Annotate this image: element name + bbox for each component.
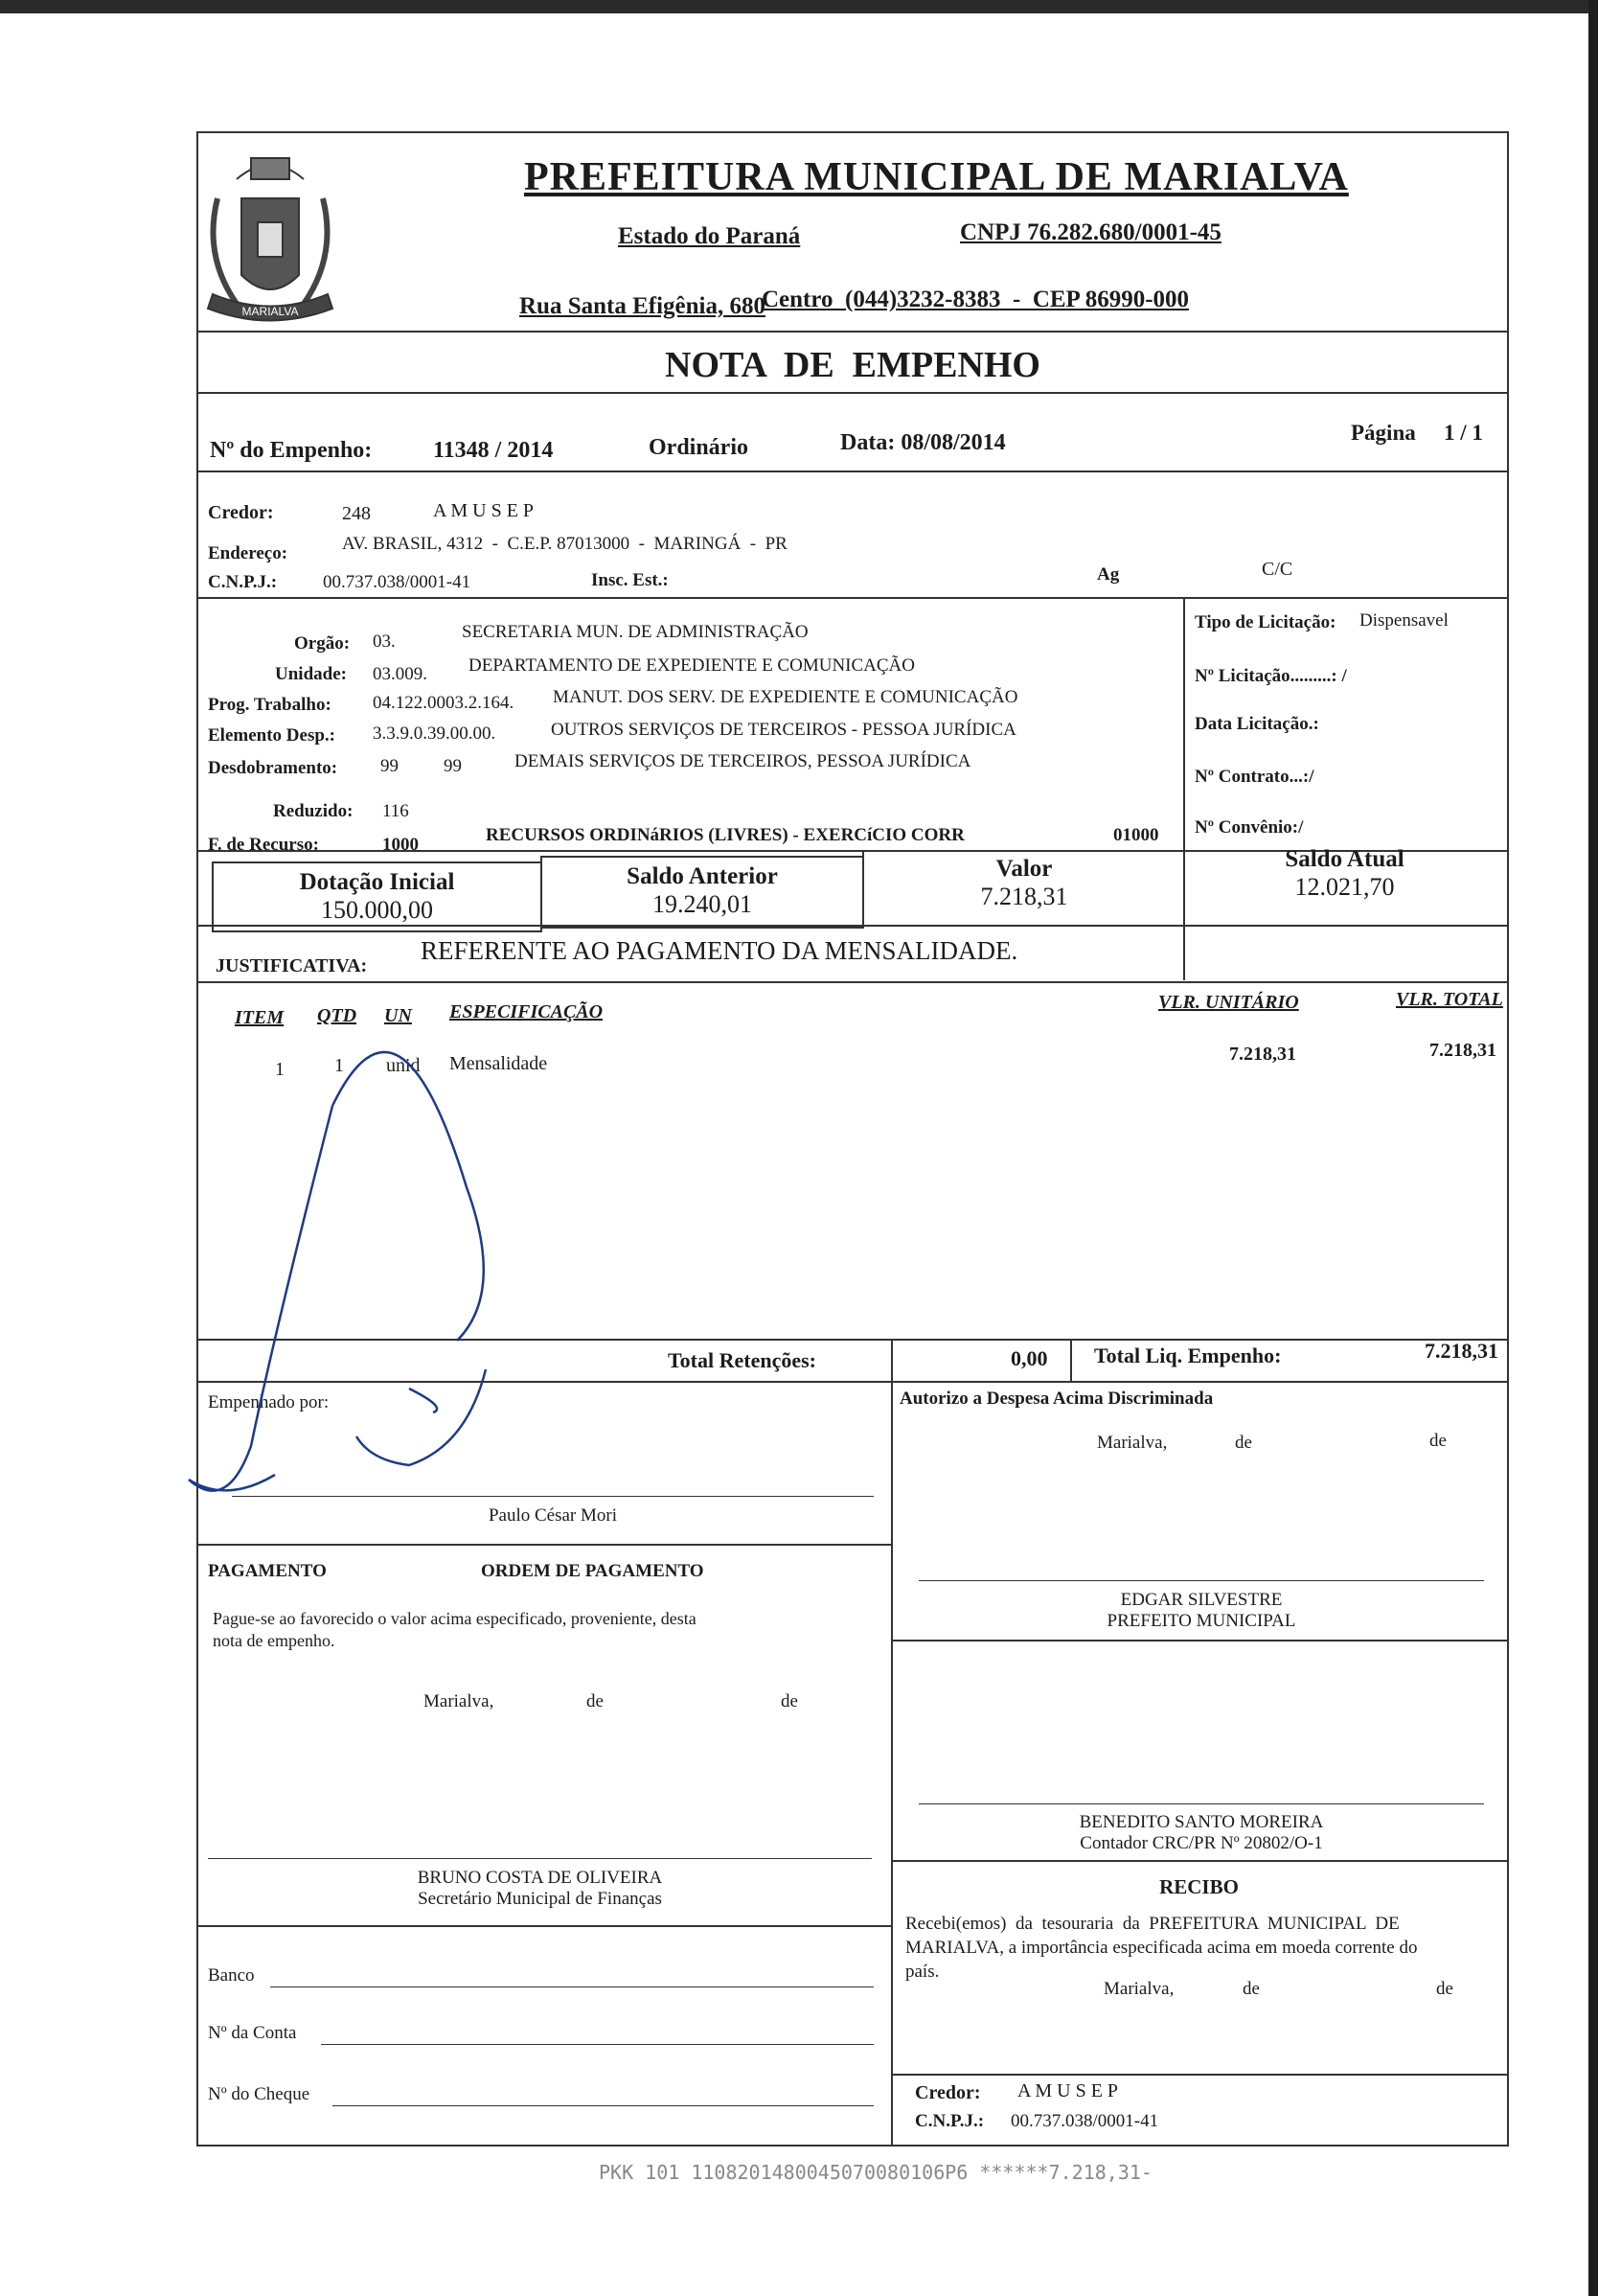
coat-of-arms-seal [198, 141, 342, 347]
tipo-licitacao-label: Tipo de Licitação: [1195, 612, 1336, 632]
prog-label: Prog. Trabalho: [208, 695, 331, 715]
recibo-line-1: Recebi(emos) da tesouraria da PREFEITURA MUNICIPAL DE [905, 1914, 1400, 1934]
ag-label: Ag [1097, 564, 1120, 585]
col-unit-header: VLR. UNITÁRIO [1158, 992, 1299, 1013]
empenhado-label: Empenhado por: [208, 1392, 330, 1412]
elemento-label: Elemento Desp.: [208, 725, 335, 746]
contrato-number: Nº Contrato...:/ [1195, 767, 1314, 787]
unidade-desc: DEPARTAMENTO DE EXPEDIENTE E COMUNICAÇÃO [468, 655, 916, 676]
row-qtd: 1 [334, 1055, 344, 1076]
col-un-header: UN [384, 1005, 412, 1026]
convenio-number: Nº Convênio:/ [1195, 817, 1304, 838]
col-espec-header: ESPECIFICAÇÃO [449, 1001, 604, 1022]
row-total: 7.218,31 [1429, 1040, 1496, 1061]
empenho-date: Data: 08/08/2014 [840, 430, 1006, 455]
orgao-label: Orgão: [294, 633, 351, 654]
empenho-label: Nº do Empenho: [210, 438, 373, 463]
estado-text: Estado do Paraná [618, 223, 801, 249]
footer-credor-value: A M U S E P [1017, 2080, 1119, 2101]
row-un: unid [386, 1055, 421, 1076]
elemento-desc: OUTROS SERVIÇOS DE TERCEIROS - PESSOA JURÍDICA [551, 720, 1016, 740]
valor-box [862, 850, 1184, 923]
pagina-value: 1 / 1 [1444, 421, 1483, 445]
recurso-code: 1000 [382, 835, 419, 855]
cnpj-label: C.N.P.J.: [208, 572, 278, 592]
secretario-role: Secretário Municipal de Finanças [418, 1889, 662, 1909]
pagamento-label: PAGAMENTO [208, 1561, 327, 1581]
tipo-licitacao-value: Dispensavel [1359, 610, 1449, 631]
justificativa-label: JUSTIFICATIVA: [216, 955, 368, 976]
document-title: NOTA DE EMPENHO [665, 345, 1040, 385]
seal-text: MARIALVA [241, 305, 299, 318]
valor-value: 7.218,31 [980, 883, 1068, 910]
orgao-code: 03. [373, 631, 396, 652]
col-qtd-header: QTD [317, 1005, 357, 1026]
nota-empenho-frame [196, 131, 1509, 2147]
pagina-label: Página [1351, 421, 1416, 445]
row-espec: Mensalidade [449, 1053, 548, 1074]
credor-code: 248 [342, 503, 371, 524]
desdobramento-label: Desdobramento: [208, 758, 338, 778]
recurso-num: 01000 [1113, 825, 1159, 845]
contador-name: BENEDITO SANTO MOREIRA [1079, 1812, 1324, 1832]
orgao-desc: SECRETARIA MUN. DE ADMINISTRAÇÃO [462, 622, 809, 642]
recibo-de1: de [1243, 1979, 1260, 1999]
recurso-desc: RECURSOS ORDINáRIOS (LIVRES) - EXERCíCIO CORR [486, 825, 965, 845]
saldo-atual-label: Saldo Atual [1285, 846, 1404, 872]
recurso-label: F. de Recurso: [208, 835, 319, 855]
autorizo-de1: de [1235, 1433, 1252, 1453]
centro-text: Centro (044)3232-8383 - CEP 86990-000 [762, 287, 1190, 312]
valor-label: Valor [995, 856, 1053, 882]
dotacao-label: Dotação Inicial [299, 869, 455, 895]
prefeito-role: PREFEITO MUNICIPAL [1107, 1611, 1296, 1631]
desdobramento-code2: 99 [444, 756, 462, 776]
endereco-value: AV. BRASIL, 4312 - C.E.P. 87013000 - MARINGÁ - PR [342, 534, 788, 554]
saldo-anterior-box [540, 856, 864, 929]
col-total-header: VLR. TOTAL [1396, 989, 1503, 1010]
retencoes-label: Total Retenções: [668, 1348, 816, 1372]
credor-name: A M U S E P [433, 500, 535, 521]
scan-top-edge [0, 0, 1598, 13]
page-title: PREFEITURA MUNICIPAL DE MARIALVA [524, 155, 1349, 199]
address-text: Rua Santa Efigênia, 680 [519, 293, 765, 319]
dotacao-value: 150.000,00 [321, 896, 433, 924]
saldo-atual-box [1184, 840, 1505, 913]
row-item: 1 [275, 1059, 285, 1080]
recibo-de2: de [1436, 1979, 1453, 1999]
empenho-type: Ordinário [649, 435, 749, 460]
licitacao-number: Nº Licitação.........: / [1195, 666, 1347, 686]
pagamento-text-1: Pague-se ao favorecido o valor acima especificado, proveniente, desta [213, 1609, 696, 1628]
unidade-label: Unidade: [275, 664, 347, 684]
recibo-line-3: país. [905, 1962, 940, 1982]
pagamento-de1: de [586, 1691, 604, 1711]
prefeito-name: EDGAR SILVESTRE [1120, 1590, 1283, 1610]
recibo-place: Marialva, [1104, 1979, 1175, 1999]
saldo-anterior-value: 19.240,01 [652, 890, 752, 918]
prog-desc: MANUT. DOS SERV. DE EXPEDIENTE E COMUNICAÇÃO [553, 687, 1018, 707]
credor-label: Credor: [208, 502, 274, 523]
insc-label: Insc. Est.: [591, 570, 669, 590]
empenho-number: 11348 / 2014 [433, 438, 554, 463]
saldo-anterior-label: Saldo Anterior [627, 863, 778, 889]
unidade-code: 03.009. [373, 664, 427, 684]
autorizo-de2: de [1429, 1431, 1447, 1451]
desdobramento-desc: DEMAIS SERVIÇOS DE TERCEIROS, PESSOA JURÍDICA [514, 751, 971, 771]
ordem-pagamento-label: ORDEM DE PAGAMENTO [481, 1561, 704, 1581]
cnpj-text: CNPJ 76.282.680/0001-45 [960, 219, 1221, 245]
footer-credor-label: Credor: [915, 2082, 981, 2103]
liq-empenho-label: Total Liq. Empenho: [1094, 1343, 1282, 1367]
pagamento-place: Marialva, [423, 1691, 494, 1711]
footer-cnpj-value: 00.737.038/0001-41 [1011, 2111, 1159, 2131]
retencoes-value: 0,00 [1011, 1346, 1048, 1370]
cheque-label: Nº do Cheque [208, 2084, 310, 2104]
pagamento-text-2: nota de empenho. [213, 1631, 335, 1650]
endereco-label: Endereço: [208, 543, 288, 563]
liq-empenho-value: 7.218,31 [1425, 1339, 1498, 1363]
recibo-line-2: MARIALVA, a importância especificada acima em moeda corrente do [905, 1938, 1418, 1958]
saldo-atual-value: 12.021,70 [1294, 873, 1395, 901]
justificativa-text: REFERENTE AO PAGAMENTO DA MENSALIDADE. [421, 936, 1018, 965]
pagamento-de2: de [781, 1691, 798, 1711]
bank-authentication-code: PKK 101 1108201480045070080106P6 ******7.218,31- [599, 2161, 1153, 2184]
secretario-name: BRUNO COSTA DE OLIVEIRA [417, 1868, 663, 1888]
autorizo-place: Marialva, [1097, 1433, 1168, 1453]
autorizo-label: Autorizo a Despesa Acima Discriminada [900, 1389, 1214, 1409]
cc-label: C/C [1262, 559, 1293, 580]
cnpj-value: 00.737.038/0001-41 [323, 572, 471, 592]
conta-label: Nº da Conta [208, 2023, 297, 2043]
handwritten-signature [160, 929, 604, 1619]
elemento-code: 3.3.9.0.39.00.00. [373, 723, 496, 744]
empenhado-name: Paulo César Mori [488, 1505, 618, 1526]
footer-cnpj-label: C.N.P.J.: [915, 2111, 985, 2131]
reduzido-value: 116 [382, 801, 409, 821]
contador-role: Contador CRC/PR Nº 20802/O-1 [1080, 1833, 1323, 1853]
banco-label: Banco [208, 1965, 255, 1986]
reduzido-label: Reduzido: [273, 801, 354, 821]
row-unit: 7.218,31 [1229, 1044, 1296, 1065]
scan-right-edge [1588, 0, 1598, 2296]
licitacao-date: Data Licitação.: [1195, 714, 1319, 734]
dotacao-inicial-box [212, 861, 542, 932]
desdobramento-code1: 99 [380, 756, 399, 776]
recibo-title: RECIBO [1159, 1875, 1239, 1898]
col-item-header: ITEM [235, 1007, 285, 1028]
prog-code: 04.122.0003.2.164. [373, 693, 514, 713]
